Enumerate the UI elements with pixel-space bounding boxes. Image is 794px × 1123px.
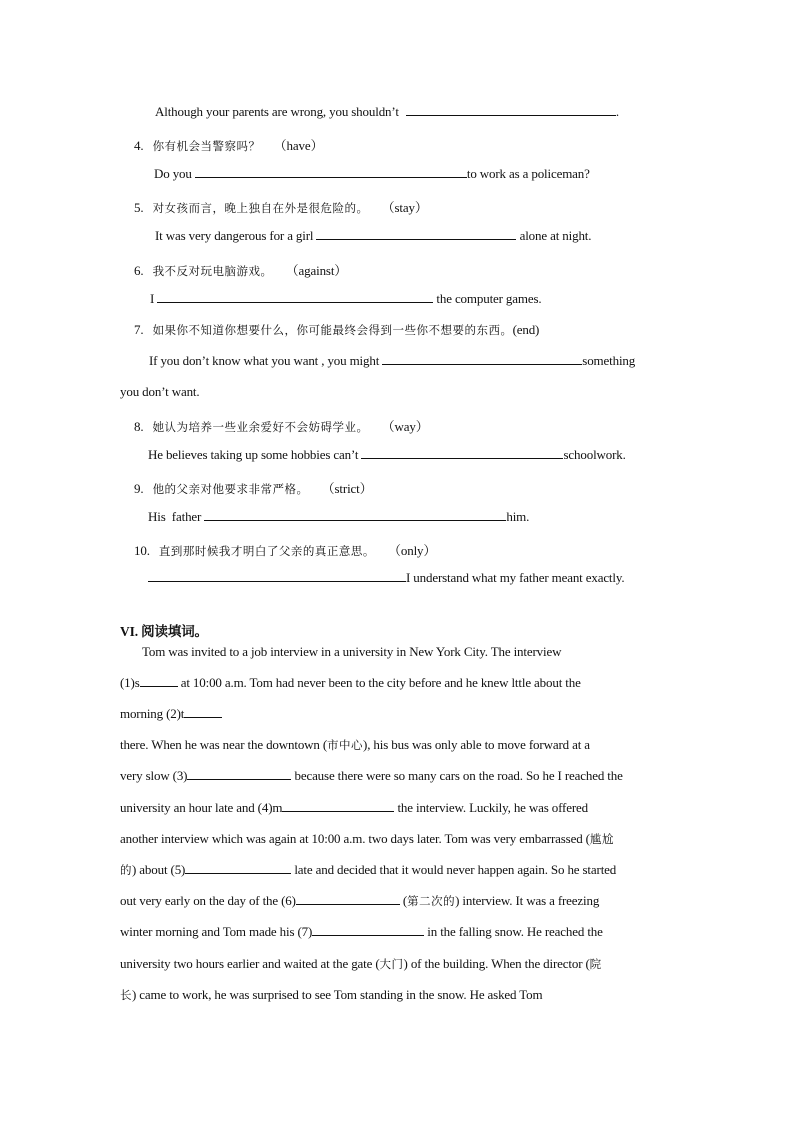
passage-line: [120, 924, 603, 940]
passage-line: [120, 987, 542, 1003]
passage-line: [142, 644, 561, 660]
passage-text: in the falling snow. He reached the: [424, 924, 603, 939]
chinese-gloss: 市中心: [327, 738, 364, 752]
chinese-prompt: 如果你不知道你想要什么，你可能最终会得到一些你不想要的东西。: [152, 323, 513, 337]
passage-text: ), his bus was only able to move forward at a: [363, 737, 590, 752]
passage-text: ) of the building. When the director (: [403, 956, 590, 971]
item-6-prompt: [134, 260, 347, 279]
item-number: 7.: [134, 322, 144, 337]
item-8-sentence: [148, 447, 626, 463]
passage-text: because there were so many cars on the road. So he I reached the: [291, 768, 623, 783]
passage-text: out very early on the day of the (6): [120, 893, 296, 908]
sentence-text: schoolwork.: [563, 447, 626, 462]
item-10-sentence: [148, 570, 624, 586]
item-4-sentence: [154, 166, 590, 182]
sentence-text: Do you: [154, 166, 192, 181]
chinese-prompt: 直到那时候我才明白了父亲的真正意思。: [158, 544, 375, 558]
item-number: 8.: [134, 419, 144, 434]
section-heading: [120, 620, 208, 640]
sentence-text: something: [582, 353, 636, 368]
passage-text: very slow (3): [120, 768, 188, 783]
passage-text: ) interview. It was a freezing: [455, 893, 600, 908]
item-8-prompt: [134, 416, 429, 435]
passage-line: [120, 862, 616, 878]
sentence-text: Although your parents are wrong, you shouldn’t: [155, 104, 399, 119]
sentence-text: I understand what my father meant exactly.: [406, 570, 625, 585]
chinese-gloss: 长: [120, 988, 132, 1002]
item-5-sentence: [155, 228, 591, 244]
item-10-prompt: [134, 540, 436, 559]
sentence-text: him.: [506, 509, 530, 524]
answer-blank-7[interactable]: [312, 924, 424, 936]
sentence-text: His father: [148, 509, 202, 524]
chinese-prompt: 对女孩而言，晚上独自在外是很危险的。: [152, 201, 369, 215]
item-6-sentence: [150, 291, 542, 307]
passage-text: winter morning and Tom made his (7): [120, 924, 313, 939]
passage-line: [120, 706, 222, 722]
item-number: 6.: [134, 263, 144, 278]
sentence-text: the computer games.: [436, 291, 542, 306]
answer-blank-6[interactable]: [296, 893, 400, 905]
passage-text: morning (2)t: [120, 706, 185, 721]
passage-text: there. When he was near the downtown (: [120, 737, 328, 752]
chinese-prompt: 你有机会当警察吗？: [152, 139, 261, 153]
chinese-gloss: 尴尬: [589, 832, 614, 846]
keyword-hint: （only）: [388, 543, 437, 558]
sentence-text: It was very dangerous for a girl: [155, 228, 314, 243]
passage-line: [120, 831, 614, 847]
answer-blank-4[interactable]: [282, 800, 394, 812]
section-title: VI. 阅读填词。: [120, 624, 208, 639]
passage-text: university two hours earlier and waited at the gate (: [120, 956, 380, 971]
passage-line: [120, 675, 581, 691]
item-9-prompt: [134, 478, 372, 497]
passage-text: another interview which was again at 10:00 a.m. two days later. Tom was very embarrassed (: [120, 831, 590, 846]
passage-text: university an hour late and (4)m: [120, 800, 283, 815]
chinese-gloss: 的: [120, 863, 132, 877]
chinese-gloss: 大门: [379, 957, 404, 971]
answer-blank-5[interactable]: [185, 862, 291, 874]
answer-blank[interactable]: [361, 447, 563, 459]
passage-line: [120, 737, 590, 753]
passage-line: [120, 893, 599, 909]
answer-blank-2[interactable]: [184, 706, 222, 718]
answer-blank[interactable]: [382, 353, 582, 365]
passage-line: [120, 768, 623, 784]
sentence-text: alone at night.: [519, 228, 592, 243]
item-7-prompt: [134, 322, 539, 338]
item-9-sentence: [148, 509, 529, 525]
keyword-hint: （against）: [285, 263, 348, 278]
answer-blank[interactable]: [157, 291, 433, 303]
passage-line: [120, 956, 602, 972]
passage-line: [120, 800, 588, 816]
sentence-text: you don’t want.: [120, 384, 200, 399]
item-7-sentence: [149, 353, 635, 369]
passage-text: ) came to work, he was surprised to see Tom standing in the snow. He asked Tom: [132, 987, 543, 1002]
passage-text: at 10:00 a.m. Tom had never been to the city before and he knew lttle about the: [177, 675, 581, 690]
keyword-hint: （stay）: [381, 200, 428, 215]
answer-blank[interactable]: [148, 570, 406, 582]
passage-text: ) about (5): [132, 862, 186, 877]
answer-blank-3[interactable]: [187, 768, 291, 780]
answer-blank[interactable]: [195, 166, 467, 178]
keyword-hint: （way）: [381, 419, 429, 434]
passage-text: Tom was invited to a job interview in a university in New York City. The interview: [142, 644, 562, 659]
item-4-prompt: [134, 135, 323, 154]
chinese-prompt: 我不反对玩电脑游戏。: [152, 264, 273, 278]
passage-text: (: [399, 893, 408, 908]
chinese-gloss: 院: [589, 957, 602, 971]
item-7-sentence-cont: [120, 384, 199, 400]
item-3-sentence: [155, 104, 619, 120]
keyword-hint: (end): [512, 322, 540, 337]
keyword-hint: （strict）: [321, 481, 373, 496]
passage-text: (1)s: [120, 675, 140, 690]
item-number: 4.: [134, 138, 144, 153]
chinese-prompt: 她认为培养一些业余爱好不会妨碍学业。: [152, 420, 369, 434]
answer-blank[interactable]: [316, 228, 516, 240]
answer-blank-1[interactable]: [140, 675, 178, 687]
chinese-gloss: 第二次的: [407, 894, 456, 908]
answer-blank[interactable]: [406, 104, 616, 116]
item-number: 5.: [134, 200, 144, 215]
item-number: 10.: [134, 543, 150, 558]
item-number: 9.: [134, 481, 144, 496]
chinese-prompt: 他的父亲对他要求非常严格。: [152, 482, 309, 496]
sentence-text: .: [615, 104, 620, 119]
keyword-hint: （have）: [273, 138, 324, 153]
sentence-text: He believes taking up some hobbies can’t: [148, 447, 359, 462]
sentence-text: I: [150, 291, 155, 306]
passage-text: late and decided that it would never happen again. So he started: [291, 862, 617, 877]
answer-blank[interactable]: [204, 509, 506, 521]
sentence-text: If you don’t know what you want , you might: [149, 353, 380, 368]
sentence-text: to work as a policeman?: [466, 166, 590, 181]
item-5-prompt: [134, 197, 428, 216]
passage-text: the interview. Luckily, he was offered: [394, 800, 589, 815]
